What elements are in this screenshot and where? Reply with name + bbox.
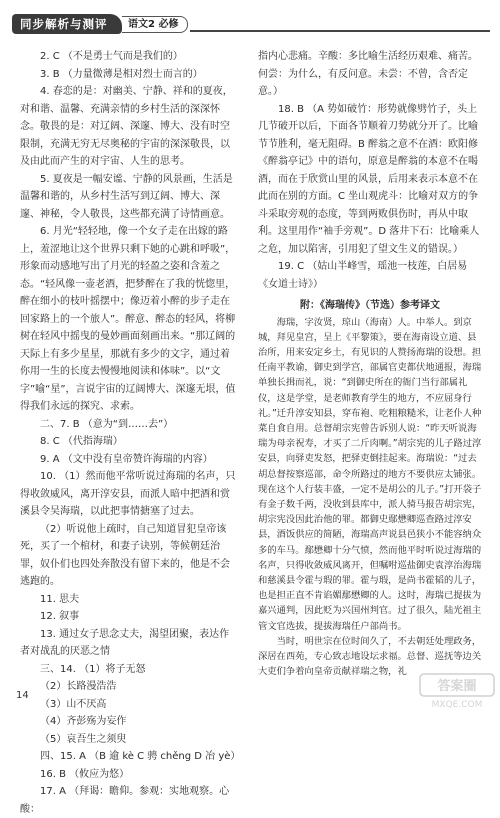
answer-14-5: （5）哀吾生之须臾 <box>40 733 127 745</box>
subject-label: 语文2 必修 <box>122 16 188 33</box>
answer-14-3: （3）山不厌高 <box>40 698 107 710</box>
svg-text:答案圈: 答案圈 <box>437 679 477 694</box>
header-rule <box>190 30 490 32</box>
translation-heading: 附：《海瑞传》（节选）参考译文 <box>300 300 440 311</box>
answer-11: 11. 思夫 <box>40 593 80 605</box>
answer-19: 19. C （姑山半峰雪，瑶池一枝莲，白居易《女道士诗》） <box>258 261 468 290</box>
left-column <box>20 48 241 818</box>
answer-10-2: （2）听说他上疏时，自己知道冒犯皇帝该死，买了一个棺材，和妻子诀别，等候朝廷治罪，奴仆们也四处奔散没有留下来的，他是不会逃跑的。 <box>20 523 230 587</box>
answer-4: 4. 春恋的是：对幽美、宁静、祥和的夏夜，对和谐、温馨、充满亲情的乡村生活的深深怀念。敬畏的是：对辽阔、深邃、博大、没有时空限制，充满无穷无尽奥秘的宇宙的深深敬畏，以及由此而产生的对宇宙、人生的思考。 <box>20 86 233 167</box>
answer-17: 17. A （拜谒：瞻仰。参观：实地观察。心酸： <box>20 786 230 815</box>
answer-16: 16. B （攸应为悠） <box>40 768 130 780</box>
answer-12: 12. 叙事 <box>40 611 80 622</box>
answer-17-cont: 指内心悲痛。辛酸：多比喻生活经历艰难、痛苦。何尝：为什么，有反问意。未尝：不曾，含否定意。） <box>258 51 478 97</box>
page-header <box>0 0 500 40</box>
book-title: 同步解析与测评 <box>12 14 122 34</box>
translation-paragraph: 海瑞，字汝贤，琼山（海南）人。中举人。到京城，拜见皇宫，呈上《平黎策》，要在海南设立道、县治所，用来安定乡土，有见识的人赞扬海瑞的设想。担任南平教谕，御史到学宫，部属官吏都伏地通报，海瑞单独长揖而礼，说：“到御史所在的衙门当行部属礼仪，这是学堂，是老师教育学生的地方，不应屈身行礼。”迁升淳安知县，穿布袍、吃粗粮糙米，让老仆人种菜自食自用。总督胡宗宪曾告诉别人说：“昨天听说海瑞为母亲祝寿，才买了二斤肉啊。”胡宗宪的儿子路过淳安县，向驿吏发怒，把驿吏倒挂起来。海瑞说：“过去胡总督按察巡部，命令所路过的地方不要供应太铺张。现在这个人行装丰盛，一定不是胡公的儿子。”打开袋子有金子数千两，没收到县库中，派人骑马报告胡宗宪，胡宗宪没因此治他的罪。都御史鄢懋卿巡查路过淳安县，酒饭供应的简陋，海瑞高声说县邑狭小不能容纳众多的车马。鄢懋卿十分气愤，然而他平时听说过海瑞的名声，只得收敛威风离开，但嘱咐巡盐御史袁淳治海瑞和慈溪县令霍与瑕的罪。霍与瑕，是尚书霍韬的儿子，也是担正直不肯谄媚鄢懋卿的人。这时，海瑞已提拔为嘉兴通判，因此贬为兴国州判官。过了很久，陆光祖主管文官选拔，提拔海瑞任户部尚书。 <box>258 316 482 632</box>
answer-14-4: （4）齐彭殇为妄作 <box>40 716 127 727</box>
answer-18: 18. B （A 势如破竹：形势就像劈竹子，头上几节破开以后，下面各节顺着刀势就分开了。比喻节节胜利，毫无阻碍。B 醉翁之意不在酒：欧阳修《醉翁亭记》中的语句，原意是醉翁的本意不在喝酒，而在于欣赏山里的风景，后用来表示本意不在此而在别的方面。C 坐山观虎斗：比喻对双方的争斗采取旁观的态度，等到两败俱伤时，再从中取利。这里用作“袖手旁观”。D 落井下石：比喻乘人之危，加以陷害，引用犯了望文生义的错误。） <box>258 103 480 255</box>
answer-13: 13. 通过女子思念丈夫，渴望团聚，表达作者对战乱的厌恶之情 <box>20 628 230 657</box>
answer-15: 四、15. A （B 逾 kè C 骋 chěng D 冶 yè） <box>40 751 241 762</box>
translation-paragraph: 当时，明世宗在位时间久了，不去朝廷处理政务，深居在西苑，专心致志地设坛求福。总督、巡抚等边关大吏们争着向皇帝贡献祥瑞之物，礼 <box>258 635 482 678</box>
answer-5: 5. 夏夜是一幅安谧、宁静的风景画，生活是温馨和谐的，从乡村生活写到辽阔、博大、深邃、神秘，令人敬畏，这些都充满了诗情画意。 <box>20 173 233 220</box>
answer-9: 9. A （文中没有皇帝赞许海瑞的内容） <box>40 453 213 465</box>
answer-2: 2. C （不是勇士气而是我们的） <box>40 51 183 62</box>
translation-body <box>258 315 482 680</box>
answer-10-1: 10. （1）然而他平常听说过海瑞的名声，只得收敛威风，离开淳安县，而派人暗中把酒和赏溪县令吴海瑞，以此把事情搪塞了过去。 <box>20 471 236 517</box>
watermark-logo <box>418 672 496 712</box>
answer-3: 3. B （力量微薄是相对烈士而言的） <box>40 68 203 80</box>
page-number: 14 <box>16 690 29 701</box>
answer-6: 6. 月光“轻轻地，像一个女子走在出嫁的路上，羞涩地让这个世界只剩下她的心跳和呼吸”，形象而动感地写出了月光的轻盈之姿和含羞之态。“轻风像一壶老酒，把梦醉在了我的恍惚里，醉在细小的枝叶摇摆中；像迈着小醉的步子走在回家路上的一个旅人”。醉意、醉态的轻风，将柳树在轻风中摇曳的曼妙画面刻画出来。“那辽阔的天际上有多少星星，那就有多少的文字，通过着你用一生的长度去慢慢地阅读和体味”。以“文字”喻“星”，言说宇宙的辽阔博大、深邃无垠，值得我们永远的探究、求索。 <box>20 226 236 412</box>
svg-text:MXQE.COM: MXQE.COM <box>431 700 483 710</box>
answer-14-1: 三、14. （1）将子无怒 <box>40 663 146 675</box>
answer-14-2: （2）长路漫浩浩 <box>40 681 117 692</box>
answer-8: 8. C （代指海瑞） <box>40 436 123 447</box>
answer-7: 二、7. B （意为“到……去”） <box>40 418 174 430</box>
right-column <box>258 48 482 679</box>
